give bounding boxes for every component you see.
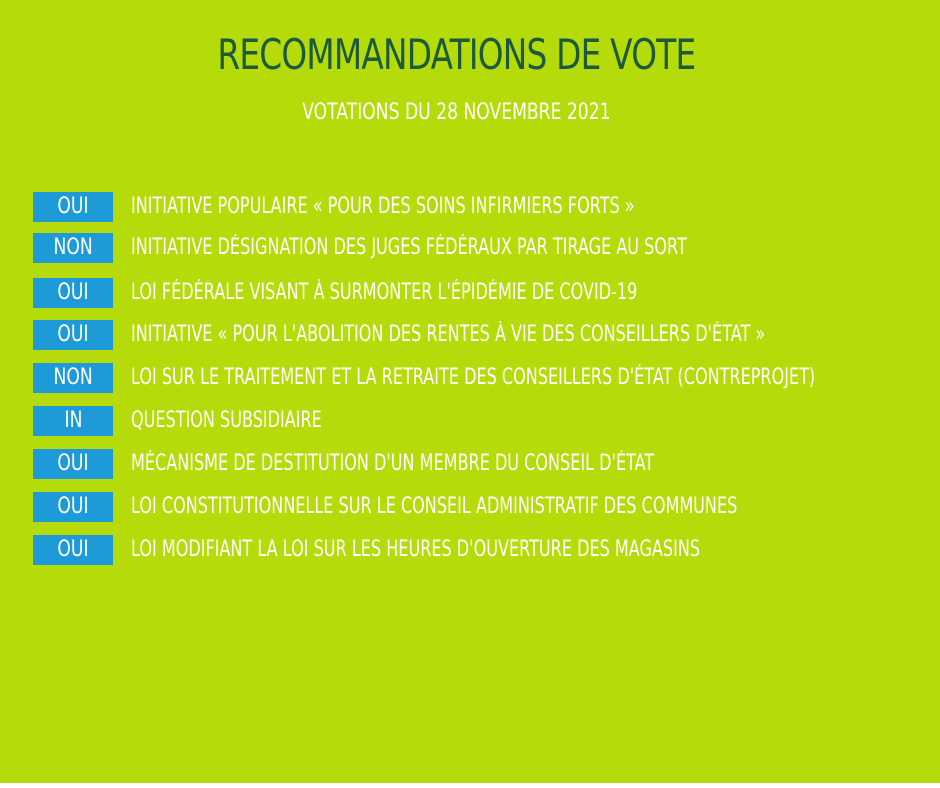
recommendation-subject: INITIATIVE « POUR L'ABOLITION DES RENTES À VIE DES CONSEILLERS D'ÉTAT » [131,322,766,347]
vote-badge-label: OUI [57,451,89,476]
recommendation-row [33,492,940,522]
vote-badge-label: OUI [57,194,89,219]
vote-badge-label: OUI [57,280,89,305]
recommendation-subject: INITIATIVE DÉSIGNATION DES JUGES FÉDÉRAUX PAR TIRAGE AU SORT [131,235,687,260]
recommendation-subject: QUESTION SUBSIDIAIRE [131,408,322,433]
vote-badge [33,406,113,436]
vote-badge-label: NON [53,235,93,260]
vote-badge-label: IN [64,408,82,433]
vote-badge [33,535,113,565]
vote-badge [33,192,113,222]
bottom-border [0,783,940,788]
page-subtitle: VOTATIONS DU 28 NOVEMBRE 2021 [302,100,611,125]
recommendation-subject: INITIATIVE POPULAIRE « POUR DES SOINS INFIRMIERS FORTS » [131,194,635,219]
vote-badge-label: OUI [57,322,89,347]
vote-badge [33,320,113,350]
recommendation-row [33,363,940,393]
recommendation-row [33,192,940,222]
recommendation-row [33,278,940,308]
vote-badge [33,492,113,522]
vote-badge [33,363,113,393]
recommendation-subject: LOI MODIFIANT LA LOI SUR LES HEURES D'OUVERTURE DES MAGASINS [131,537,701,562]
recommendation-subject: LOI CONSTITUTIONNELLE SUR LE CONSEIL ADMINISTRATIF DES COMMUNES [131,494,738,519]
recommendation-subject: LOI FÉDÉRALE VISANT À SURMONTER L'ÉPIDÉMIE DE COVID-19 [131,280,638,305]
recommendation-row [33,406,940,436]
recommendation-subject: MÉCANISME DE DESTITUTION D'UN MEMBRE DU CONSEIL D'ÉTAT [131,451,655,476]
recommendation-row [33,320,940,350]
recommendation-row [33,233,940,263]
vote-badge-label: OUI [57,537,89,562]
vote-badge [33,278,113,308]
page-title: RECOMMANDATIONS DE VOTE [217,30,696,79]
vote-badge [33,233,113,263]
vote-badge-label: OUI [57,494,89,519]
recommendation-row [33,535,940,565]
vote-badge-label: NON [53,365,93,390]
recommendation-subject: LOI SUR LE TRAITEMENT ET LA RETRAITE DES CONSEILLERS D'ÉTAT (CONTREPROJET) [131,365,816,390]
vote-badge [33,449,113,479]
recommendation-row [33,449,940,479]
